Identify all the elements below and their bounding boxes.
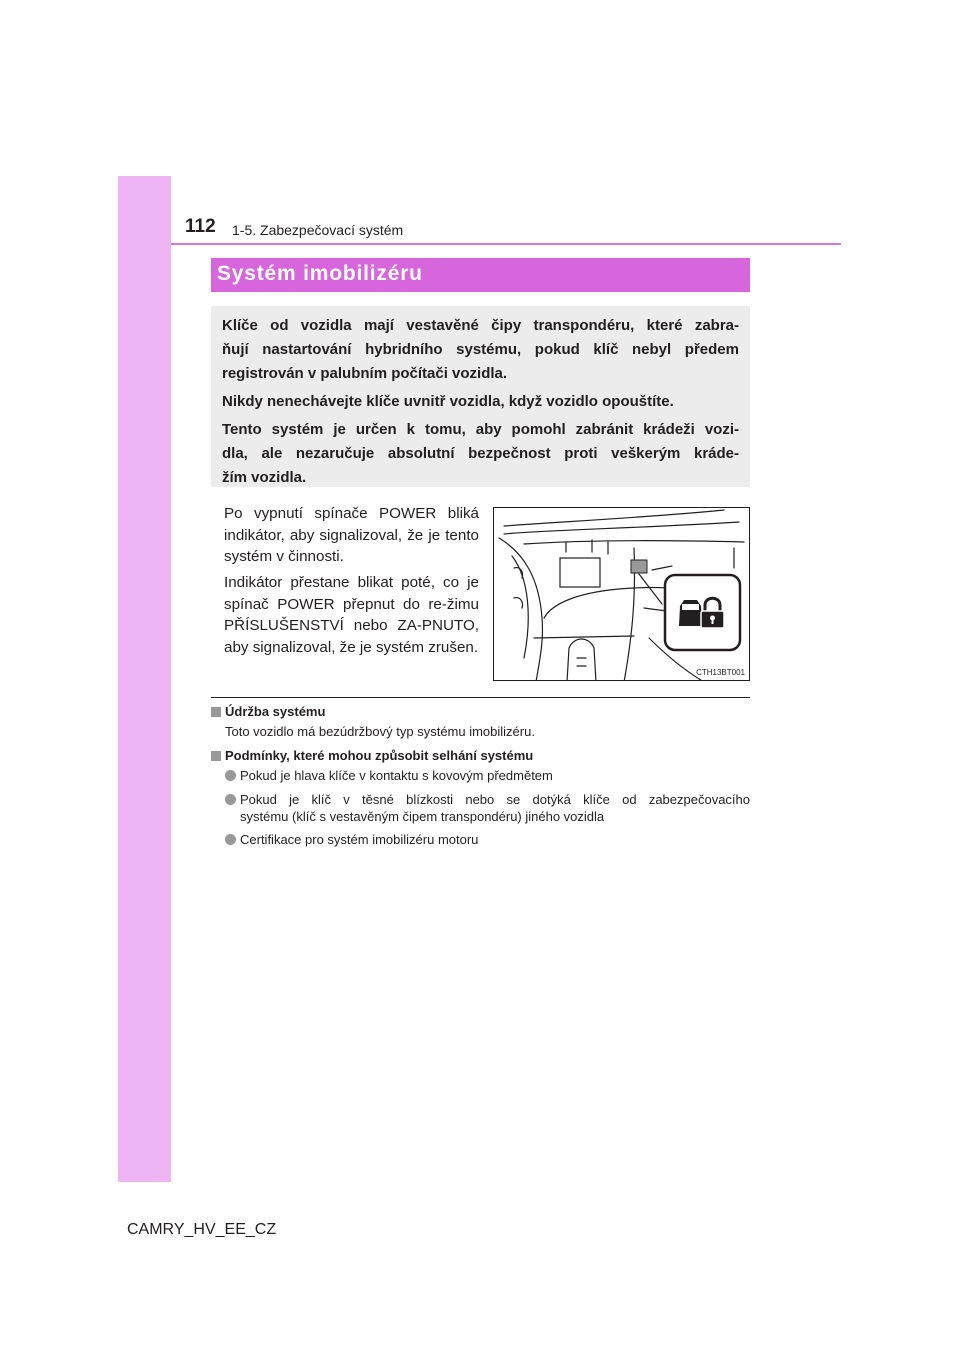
- intro-line: ňují nastartování hybridního systému, pokud klíč nebyl předem: [222, 341, 739, 358]
- intro-line: Tento systém je určen k tomu, aby pomohl zabránit krádeži vozi-: [222, 421, 739, 438]
- section-title: 1-5. Zabezpečovací systém: [232, 222, 404, 238]
- body-paragraph: Po vypnutí spínače POWER bliká indikátor, aby signalizoval, že je tento systém v činnosti.: [224, 505, 479, 566]
- conditions-heading: Podmínky, které mohou způsobit selhání systému: [225, 748, 534, 763]
- round-bullet-icon: [225, 794, 236, 805]
- intro-line: žím vozidla.: [222, 469, 307, 486]
- intro-line: Nikdy nenechávejte klíče uvnitř vozidla, když vozidlo opouštíte.: [222, 393, 674, 410]
- square-bullet-icon: [211, 751, 221, 761]
- maintenance-text: Toto vozidlo má bezúdržbový typ systému imobilizéru.: [225, 724, 535, 739]
- header-divider: [171, 243, 841, 245]
- footer-model-code: CAMRY_HV_EE_CZ: [127, 1221, 277, 1238]
- page-number: 112: [185, 216, 216, 237]
- section-divider: [211, 697, 750, 698]
- condition-item: Pokud je hlava klíče v kontaktu s kovovým předmětem: [240, 768, 553, 783]
- dashboard-illustration: [493, 507, 750, 681]
- intro-box: [211, 306, 750, 487]
- intro-line: Klíče od vozidla mají vestavěné čipy transpondéru, které zabra-: [222, 317, 739, 334]
- square-bullet-icon: [211, 707, 221, 717]
- illustration-code: CTH13BT001: [696, 668, 745, 677]
- intro-line: registrován v palubním počítači vozidla.: [222, 365, 508, 382]
- intro-line: dla, ale nezaručuje absolutní bezpečnost proti veškerým kráde-: [222, 445, 739, 462]
- page-title: Systém imobilizéru: [217, 262, 423, 285]
- condition-item: Certifikace pro systém imobilizéru motoru: [240, 832, 479, 847]
- maintenance-heading: Údržba systému: [225, 704, 326, 719]
- page-title-bar: [211, 258, 750, 292]
- round-bullet-icon: [225, 834, 236, 845]
- condition-item: Pokud je klíč v těsné blízkosti nebo se dotýká klíče od zabezpečovacího: [240, 792, 750, 807]
- body-paragraph: Indikátor přestane blikat poté, co je spínač POWER přepnut do re-žimu PŘÍSLUŠENSTVÍ nebo ZA-PNUTO, aby signalizoval, že je systém zrušen.: [224, 574, 479, 656]
- sidebar-tab: [118, 176, 171, 1182]
- round-bullet-icon: [225, 770, 236, 781]
- dashboard-drawing: [494, 508, 750, 681]
- condition-item-continued: systému (klíč s vestavěným čipem transpondéru) jiného vozidla: [240, 809, 605, 824]
